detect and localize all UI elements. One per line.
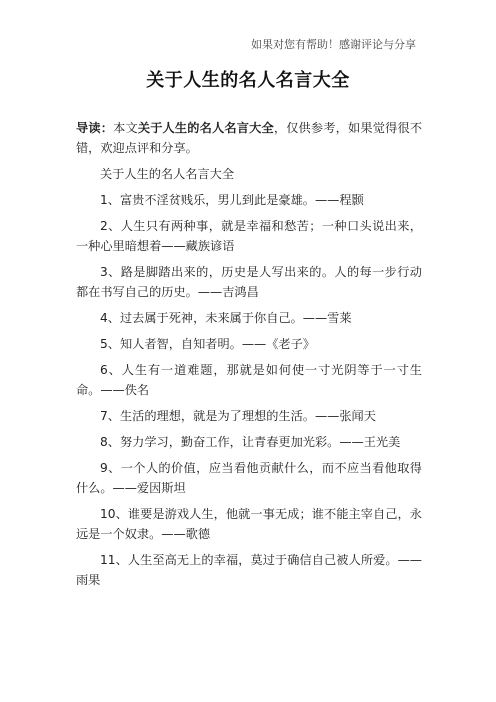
intro-strong: 关于人生的名人名言大全 xyxy=(137,121,274,135)
quote-item: 2、人生只有两种事，就是幸福和愁苦；一种口头说出来，一种心里暗想着——藏族谚语 xyxy=(76,219,422,253)
section-heading: 关于人生的名人名言大全 xyxy=(100,167,235,181)
quote-item: 3、路是脚踏出来的，历史是人写出来的。人的每一步行动都在书写自己的历史。——吉鸿昌 xyxy=(76,265,422,299)
intro-label: 导读： xyxy=(76,121,114,135)
intro-prefix: 本文 xyxy=(113,121,138,135)
quote-item: 1、富贵不淫贫贱乐，男儿到此是豪雄。——程颢 xyxy=(100,193,364,207)
quote-item: 7、生活的理想，就是为了理想的生活。——张闻天 xyxy=(100,409,376,423)
quote-item: 10、谁要是游戏人生，他就一事无成；谁不能主宰自己，永远是一个奴隶。——歌德 xyxy=(76,507,422,541)
quote-item: 6、人生有一道难题，那就是如何使一寸光阴等于一寸生命。——佚名 xyxy=(76,363,422,397)
intro-paragraph xyxy=(76,118,422,158)
intro-suffix: ，仅供参考，如果觉得很不错，欢迎点评和分享。 xyxy=(76,121,423,155)
quote-item: 9、一个人的价值，应当看他贡献什么，而不应当看他取得什么。——爱因斯坦 xyxy=(76,461,422,495)
document-title: 关于人生的名人名言大全 xyxy=(146,70,350,91)
document-body xyxy=(76,118,422,596)
quote-item: 8、努力学习，勤奋工作，让青春更加光彩。——王光美 xyxy=(100,435,401,449)
quote-item: 5、知人者智，自知者明。——《老子》 xyxy=(100,337,315,351)
quote-item: 4、过去属于死神，未来属于你自己。——雪莱 xyxy=(100,311,352,325)
quote-item: 11、人生至高无上的幸福，莫过于确信自己被人所爱。——雨果 xyxy=(76,553,422,587)
header-note: 如果对您有帮助！感谢评论与分享 xyxy=(251,38,416,51)
